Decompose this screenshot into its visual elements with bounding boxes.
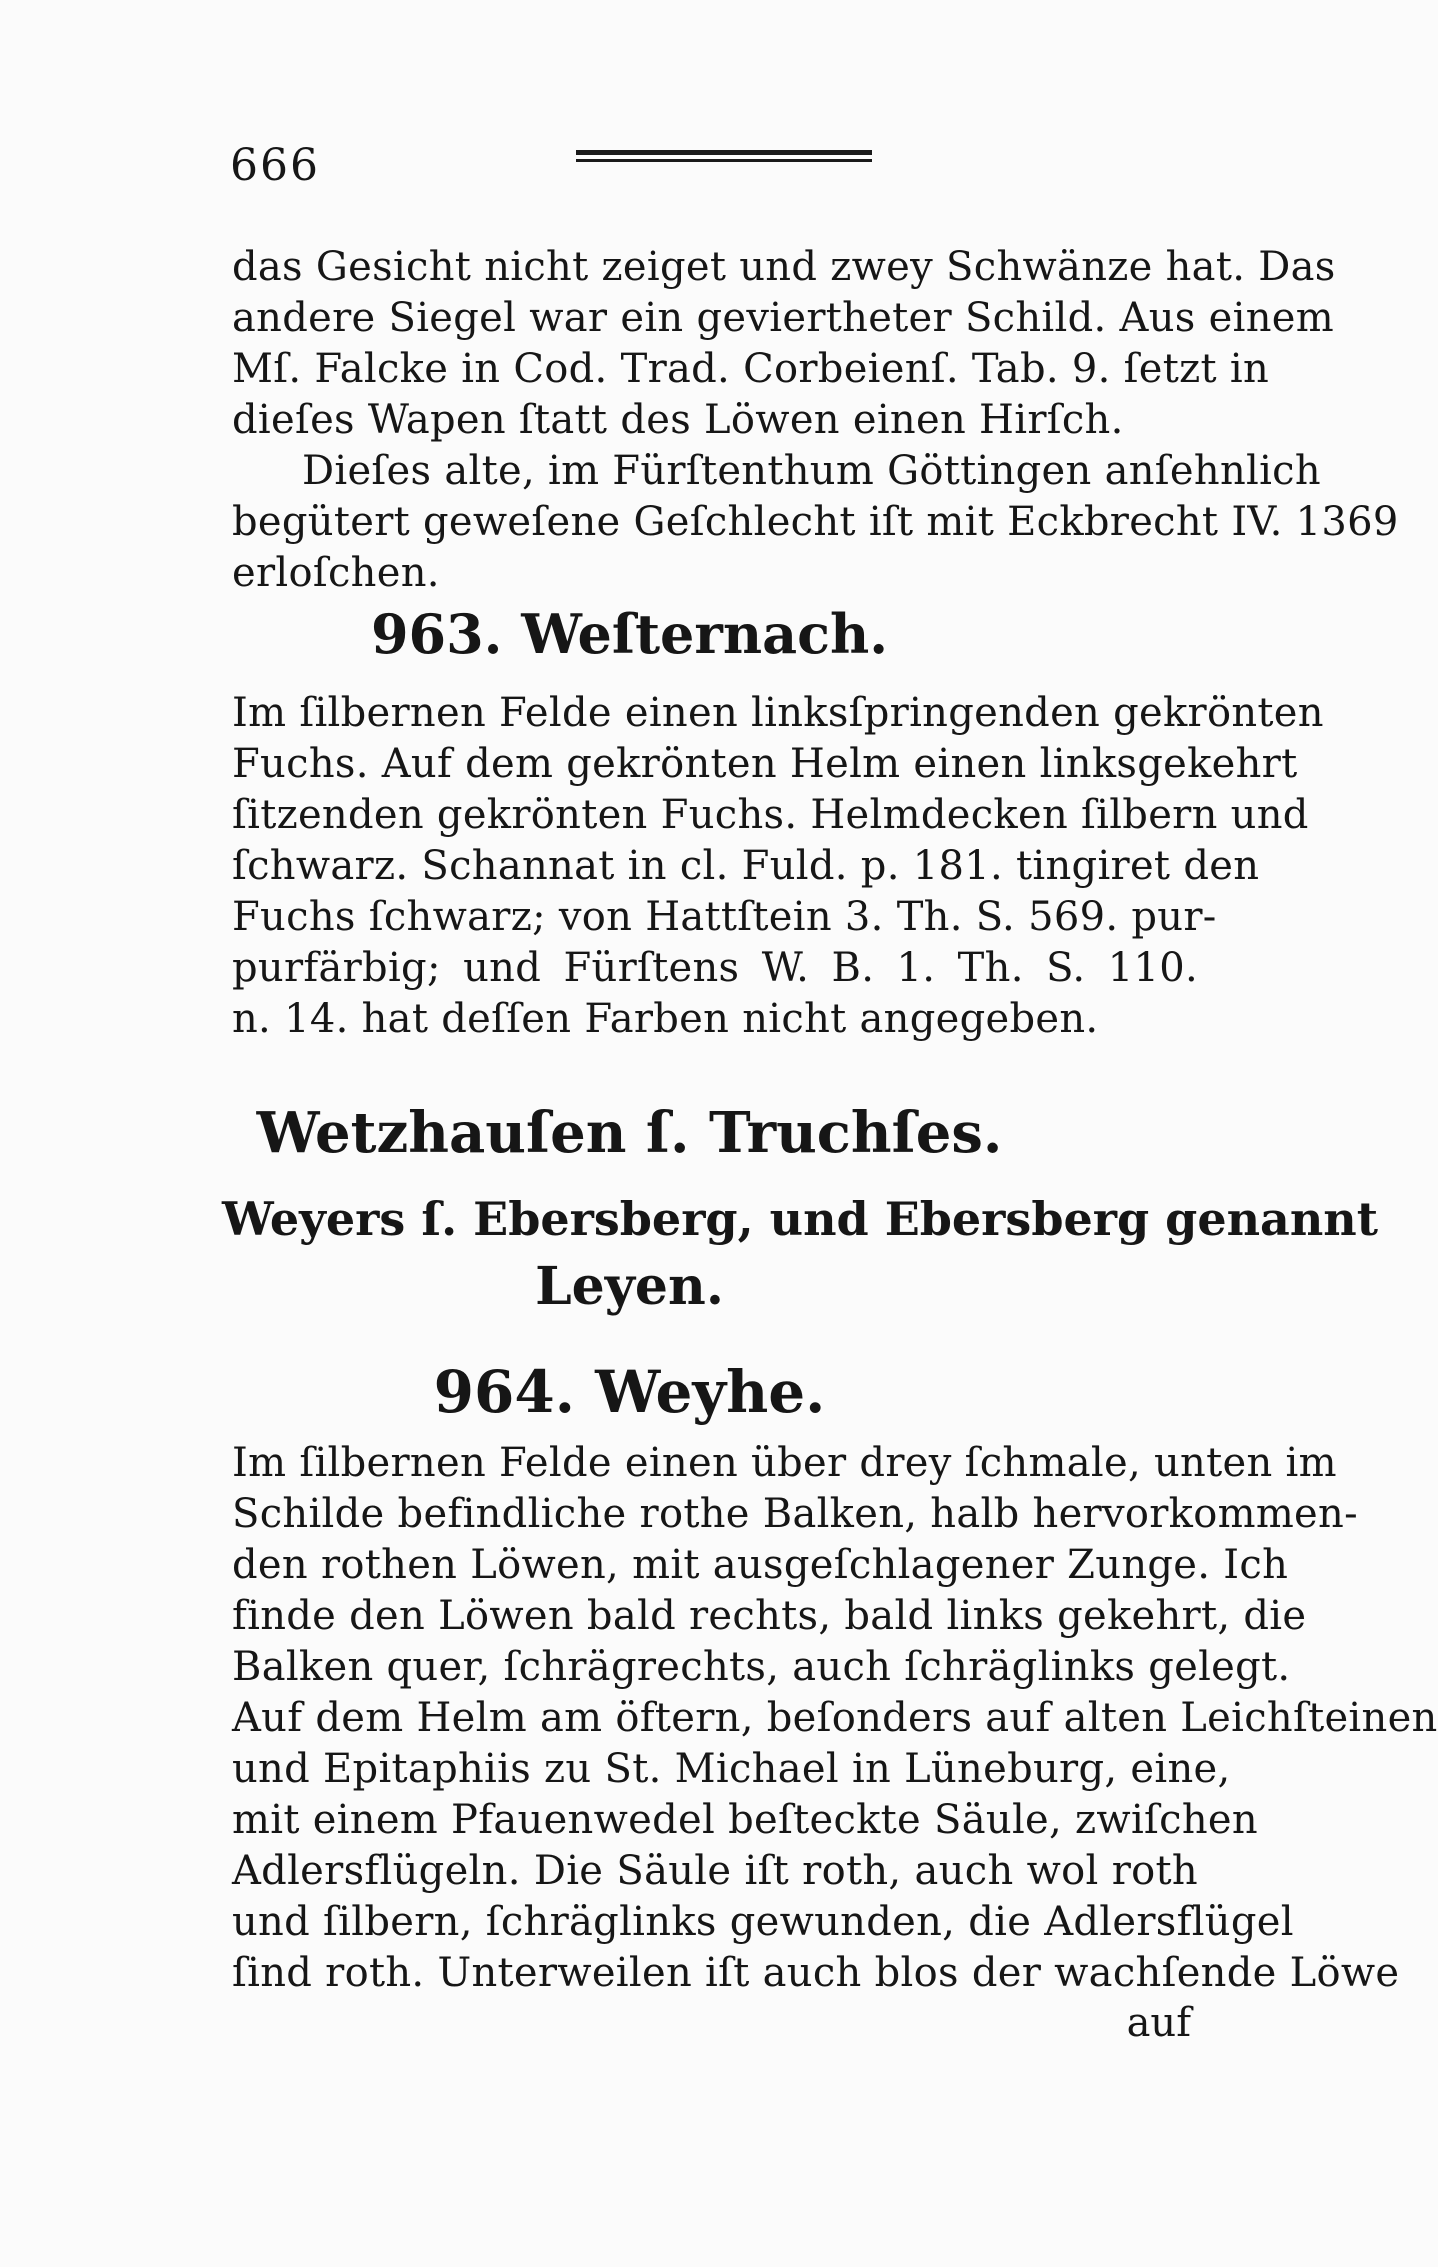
text-line: ſchwarz. Schannat in cl. Fuld. p. 181. tingiret den xyxy=(232,843,1260,889)
cross-reference-heading: Leyen. xyxy=(535,1256,724,1317)
text-line: erloſchen. xyxy=(232,550,440,596)
text-line: Auf dem Helm am öftern, beſonders auf alten Leichſteinen xyxy=(232,1695,1438,1741)
cross-reference-heading: Wetzhauſen ſ. Truchſes. xyxy=(256,1100,1003,1166)
text-line: Fuchs ſchwarz; von Hattſtein 3. Th. S. 569. pur- xyxy=(232,894,1217,940)
text-line: Im ſilbernen Felde einen linksſpringenden gekrönten xyxy=(232,690,1324,736)
header-rule xyxy=(576,150,872,166)
text-line: Mſ. Falcke in Cod. Trad. Corbeienſ. Tab. 9. ſetzt in xyxy=(232,346,1270,392)
text-line: Fuchs. Auf dem gekrönten Helm einen linksgekehrt xyxy=(232,741,1298,787)
text-line: und Epitaphiis zu St. Michael in Lüneburg, eine, xyxy=(232,1746,1231,1792)
text-line: Adlersflügeln. Die Säule iſt roth, auch wol roth xyxy=(232,1848,1198,1894)
paragraph-964 xyxy=(232,1438,1438,1999)
text-line: das Gesicht nicht zeiget und zwey Schwänze hat. Das xyxy=(232,244,1336,290)
text-line: finde den Löwen bald rechts, bald links gekehrt, die xyxy=(232,1593,1307,1639)
text-line: und ſilbern, ſchräglinks gewunden, die Adlersflügel xyxy=(232,1899,1294,1945)
page-number: 666 xyxy=(230,140,320,191)
text-line: Schilde befindliche rothe Balken, halb hervorkommen- xyxy=(232,1491,1358,1537)
text-line: begütert geweſene Geſchlecht iſt mit Eckbrecht IV. 1369 xyxy=(232,499,1399,545)
section-heading-964: 964. Weyhe. xyxy=(433,1358,826,1426)
paragraph-963 xyxy=(232,688,1324,1045)
text-line: Balken quer, ſchrägrechts, auch ſchräglinks gelegt. xyxy=(232,1644,1291,1690)
text-line: purfärbig; und Fürſtens W. B. 1. Th. S. 110. xyxy=(232,945,1198,991)
text-line: andere Siegel war ein geviertheter Schild. Aus einem xyxy=(232,295,1334,341)
text-line: dieſes Wapen ſtatt des Löwen einen Hirſch. xyxy=(232,397,1124,443)
catchword: auf xyxy=(1126,2000,1191,2046)
text-line: ſind roth. Unterweilen iſt auch blos der wachſende Löwe xyxy=(232,1950,1400,1996)
paragraph-continuation xyxy=(232,242,1399,599)
text-line: ſitzenden gekrönten Fuchs. Helmdecken ſilbern und xyxy=(232,792,1309,838)
text-line: Im ſilbernen Felde einen über drey ſchmale, unten im xyxy=(232,1440,1337,1486)
cross-reference-heading: Weyers ſ. Ebersberg, und Ebersberg genannt xyxy=(222,1192,1378,1246)
text-line: n. 14. hat deſſen Farben nicht angegeben. xyxy=(232,996,1099,1042)
text-line: Dieſes alte, im Fürſtenthum Göttingen anſehnlich xyxy=(302,448,1321,494)
text-line: den rothen Löwen, mit ausgeſchlagener Zunge. Ich xyxy=(232,1542,1289,1588)
text-line: mit einem Pfauenwedel beſteckte Säule, zwiſchen xyxy=(232,1797,1258,1843)
section-heading-963: 963. Weſternach. xyxy=(370,602,889,666)
